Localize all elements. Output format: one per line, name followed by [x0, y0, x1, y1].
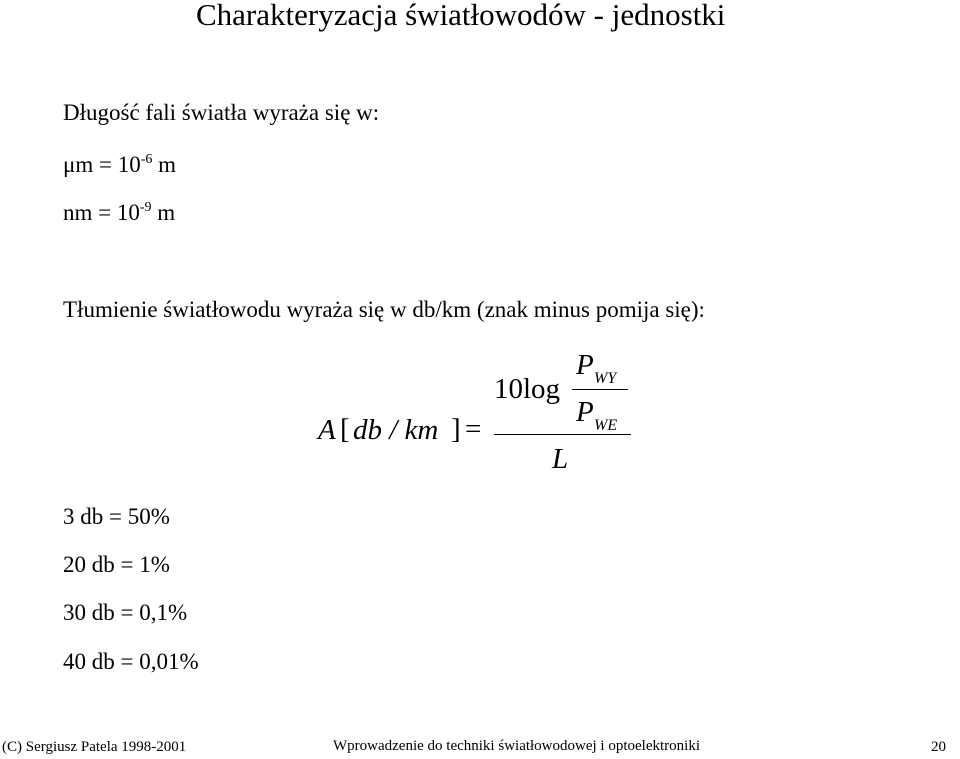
- conversion-item: 40 db = 0,01%: [63, 649, 199, 674]
- nanometer-definition: [63, 200, 175, 226]
- formula-inner-fraction-bar: [572, 389, 628, 390]
- attenuation-intro: Tłumienie światłowodu wyraża się w db/km (znak minus pomija się):: [63, 297, 705, 322]
- slide-title: Charakteryzacja światłowodów - jednostki: [196, 0, 726, 32]
- footer-copyright: (C) Sergiusz Patela 1998-2001: [2, 739, 187, 755]
- conversion-item: 20 db = 1%: [63, 552, 170, 577]
- footer-course: Wprowadzenie do techniki światłowodowej i optoelektroniki: [333, 738, 700, 754]
- nanometer-exponent: -9: [139, 200, 152, 215]
- conversion-item: 30 db = 0,1%: [63, 600, 188, 625]
- formula-A: A: [318, 414, 336, 446]
- nanometer-prefix: nm = 10: [63, 200, 140, 225]
- micrometer-prefix: μm = 10: [63, 152, 141, 177]
- formula-p-denominator-subscript: WE: [594, 417, 618, 434]
- micrometer-suffix: m: [152, 152, 177, 177]
- formula-log-coefficient: 10log: [494, 373, 561, 405]
- formula-equals: =: [465, 413, 482, 445]
- micrometer-exponent: -6: [140, 152, 153, 167]
- formula-main-fraction-bar: [494, 434, 631, 435]
- conversion-item: 3 db = 50%: [63, 504, 170, 529]
- formula-bracket-open: [: [340, 413, 350, 445]
- formula-p-denominator: P: [576, 396, 594, 428]
- formula-denominator-L: L: [552, 443, 569, 475]
- formula-p-numerator-subscript: WY: [594, 370, 617, 387]
- formula-bracket-close: ]: [451, 413, 461, 445]
- formula-p-numerator: P: [576, 349, 594, 381]
- footer-page-number: 20: [931, 739, 946, 755]
- wavelength-intro: Długość fali światła wyraża się w:: [63, 100, 380, 125]
- formula-unit: db / km: [353, 414, 439, 446]
- nanometer-suffix: m: [151, 200, 176, 225]
- micrometer-definition: [63, 152, 176, 178]
